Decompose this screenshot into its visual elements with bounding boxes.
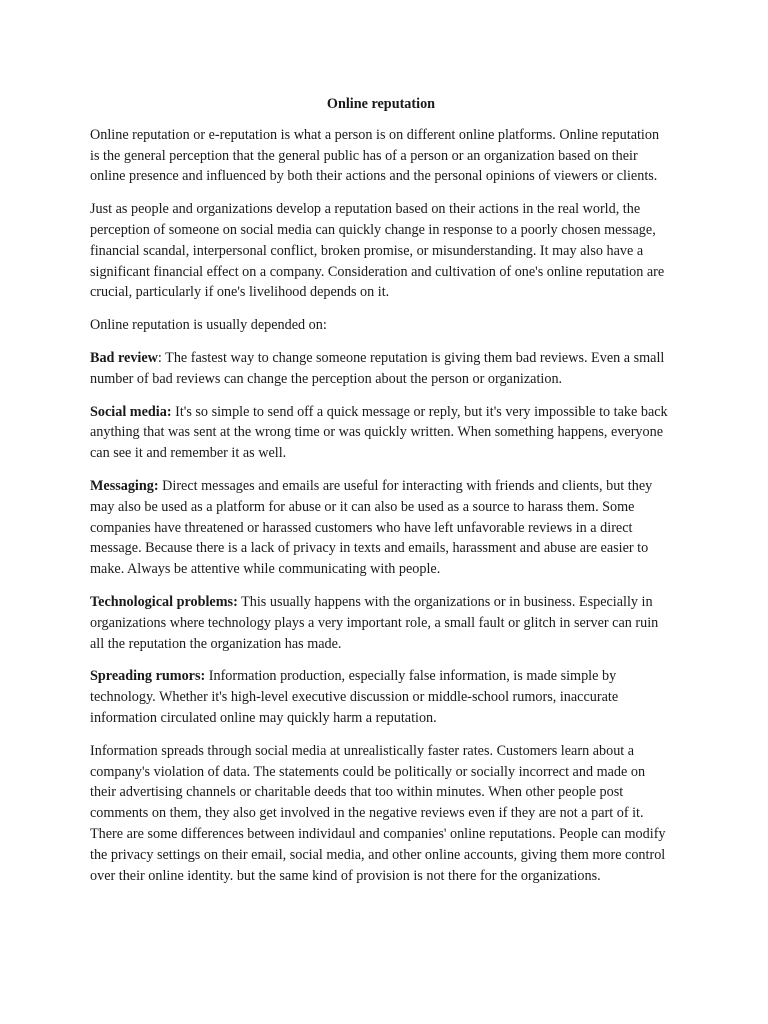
factor-spreading-rumors bbox=[90, 666, 672, 728]
factor-term: Spreading rumors: bbox=[90, 668, 206, 685]
factor-technological-problems bbox=[90, 592, 672, 654]
factor-text: It's so simple to send off a quick message or reply, but it's very impossible to take back anything that was sent at the wrong time or was quickly written. When something happens, everyone can see it and remember it as well. bbox=[90, 403, 668, 462]
intro-paragraph-2: Just as people and organizations develop a reputation based on their actions in the real world, the perception of someone on social media can quickly change in response to a poorly chosen message, financial scandal, interpersonal conflict, broken promise, or misunderstanding. It may also have a significant financial effect on a company. Consideration and cultivation of one's online reputation are crucial, particularly if one's livelihood depends on it. bbox=[90, 201, 665, 301]
factor-messaging bbox=[90, 476, 672, 580]
factor-term: Social media: bbox=[90, 403, 172, 420]
document-title: Online reputation bbox=[326, 96, 436, 112]
factor-bad-review bbox=[90, 348, 672, 390]
factor-text: Information production, especially false information, is made simple by technology. Whether it's high-level executive discussion or middle-school rumors, inaccurate information circulated online may quickly harm a reputation. bbox=[90, 668, 619, 726]
factor-term: Technological problems: bbox=[90, 593, 238, 610]
document-page bbox=[90, 94, 672, 898]
factor-term: Messaging: bbox=[90, 477, 159, 494]
factor-term: Bad review bbox=[90, 349, 158, 366]
factor-text: This usually happens with the organizations or in business. Especially in organizations where technology plays a very important role, a small fault or glitch in server can ruin all the reputation the organization has made. bbox=[90, 593, 659, 652]
factor-text: : The fastest way to change someone reputation is giving them bad reviews. Even a small number of bad reviews can change the perception about the person or organization. bbox=[90, 349, 665, 387]
intro-paragraph-1: Online reputation or e-reputation is what a person is on different online platforms. Online reputation is the general perception that the general public has of a person or an organization based on their online presence and influenced by both their actions and the personal opinions of viewers or clients. bbox=[90, 126, 660, 185]
factor-text: Direct messages and emails are useful for interacting with friends and clients, but they may also be used as a platform for abuse or it can also be used as a source to harass them. Some companies have threatened or harassed customers who have left unfavorable reviews in a direct message. Because there is a lack of privacy in texts and emails, harassment and abuse are easier to make. Always be attentive while communicating with people. bbox=[90, 477, 653, 578]
intro-paragraph-3: Online reputation is usually depended on: bbox=[90, 317, 327, 334]
factor-social-media bbox=[90, 402, 672, 464]
closing-paragraph: Information spreads through social media at unrealistically faster rates. Customers learn about a company's violation of data. The statements could be politically or socially incorrect and made on their advertising channels or charitable deeds that too within minutes. When other people post comments on them, they also get involved in the negative reviews even if they are not a part of it. There are some differences between individaul and companies' online reputations. People can modify the privacy settings on their email, social media, and other online accounts, giving them more control over their online identity. but the same kind of provision is not there for the organizations. bbox=[90, 742, 666, 884]
